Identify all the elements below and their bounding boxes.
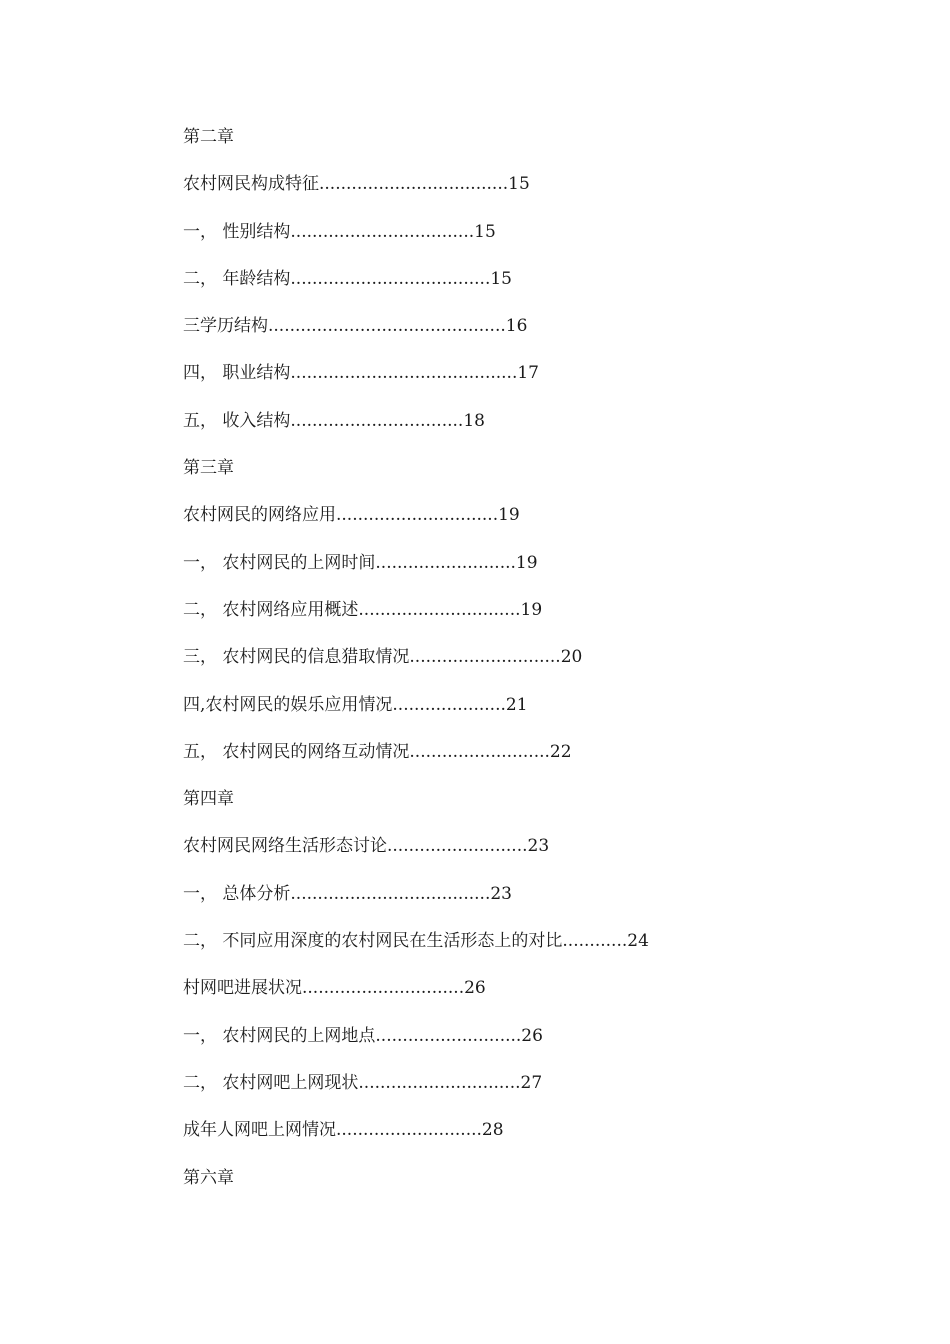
- toc-entry: 一， 性别结构..................................15: [183, 221, 496, 242]
- toc-entry: 一， 总体分析.....................................23: [183, 883, 512, 904]
- toc-chapter-heading: 第二章: [183, 127, 234, 147]
- toc-entry: 一， 农村网民的上网时间..........................19: [183, 552, 538, 573]
- toc-entry: 二， 不同应用深度的农村网民在生活形态上的对比............24: [183, 931, 649, 952]
- toc-entry: 农村网民网络生活形态讨论..........................23: [183, 836, 550, 857]
- toc-entry: 村网吧进展状况..............................26: [183, 978, 486, 999]
- toc-entry: 四,农村网民的娱乐应用情况.....................21: [183, 694, 528, 715]
- toc-entry: 五， 收入结构................................18: [183, 410, 485, 431]
- toc-entry: 三学历结构............................................16: [183, 316, 528, 337]
- table-of-contents: [183, 122, 883, 1210]
- toc-entry: 成年人网吧上网情况...........................28: [183, 1120, 504, 1141]
- toc-entry: 二， 农村网吧上网现状..............................27: [183, 1072, 543, 1093]
- toc-entry: 四， 职业结构..........................................17: [183, 363, 539, 384]
- toc-chapter-heading: 第三章: [183, 458, 234, 479]
- toc-chapter-heading: 第四章: [183, 789, 234, 810]
- toc-chapter-heading: 第六章: [183, 1167, 234, 1188]
- toc-entry: 二， 年龄结构.....................................15: [183, 268, 512, 289]
- toc-entry: 农村网民的网络应用..............................19: [183, 505, 520, 526]
- toc-entry: 二， 农村网络应用概述..............................19: [183, 599, 543, 620]
- toc-entry: 三， 农村网民的信息猎取情况............................20: [183, 647, 583, 668]
- toc-entry: 农村网民构成特征...................................15: [183, 174, 530, 195]
- toc-entry: 五， 农村网民的网络互动情况..........................22: [183, 741, 572, 762]
- toc-entry: 一， 农村网民的上网地点...........................26: [183, 1025, 543, 1046]
